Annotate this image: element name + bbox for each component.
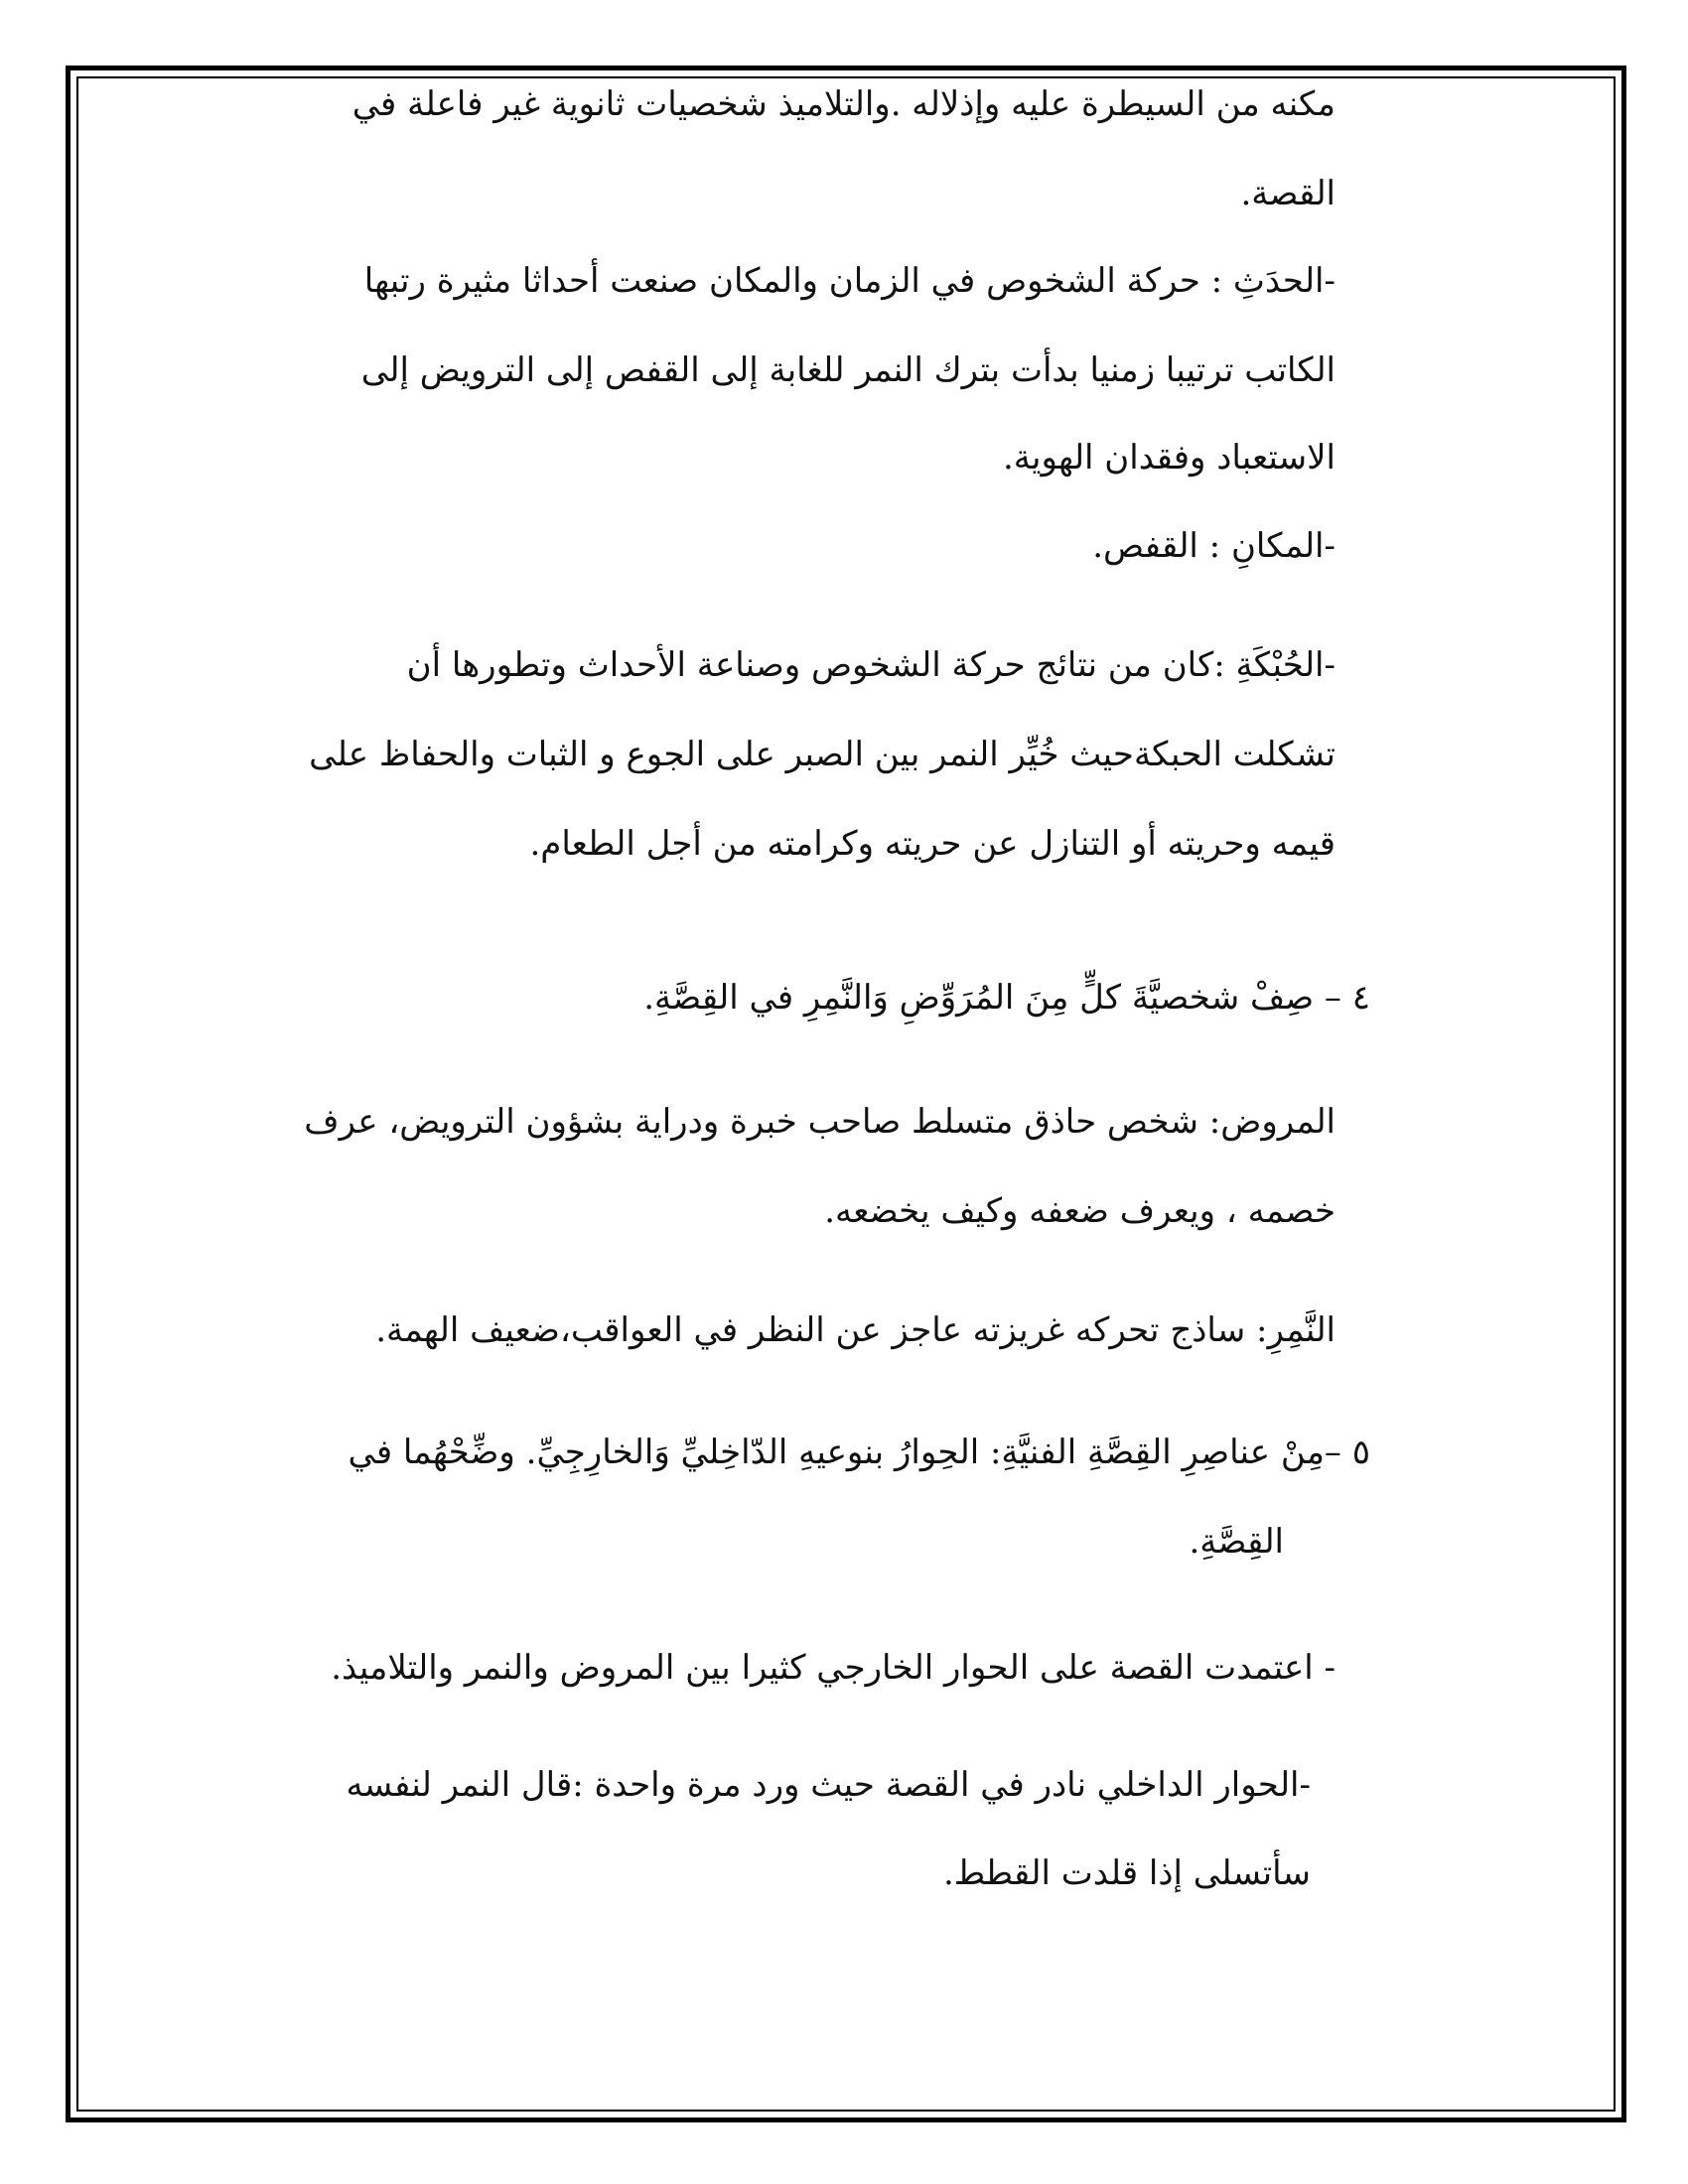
text-line: قيمه وحريته أو التنازل عن حريته وكرامته من أجل الطعام. bbox=[529, 824, 1336, 864]
question-5-continuation: القِصَّةِ. bbox=[1189, 1522, 1284, 1562]
text-line: -الحُبْكَةِ :كان من نتائج حركة الشخوص وصناعة الأحداث وتطورها أن bbox=[406, 645, 1336, 685]
answer-line: المروض: شخص حاذق متسلط صاحب خبرة ودراية بشؤون الترويض، عرف bbox=[304, 1102, 1336, 1142]
text-line: الاستعباد وفقدان الهوية. bbox=[1002, 438, 1336, 478]
text-line: تشكلت الحبكةحيث خُيِّر النمر بين الصبر على الجوع و الثبات والحفاظ على bbox=[309, 735, 1336, 774]
text-line: مكنه من السيطرة عليه وإذلاله .والتلاميذ شخصيات ثانوية غير فاعلة في bbox=[352, 84, 1336, 124]
answer-line: -الحوار الداخلي نادر في القصة حيث ورد مرة واحدة :قال النمر لنفسه bbox=[346, 1765, 1311, 1805]
question-5: ٥ –مِنْ عناصِرِ القِصَّةِ الفنيَّةِ: الحِوارُ بنوعيهِ الدّاخِليِّ وَالخارِجِيِّ. وضِّحْهُما في bbox=[348, 1433, 1370, 1472]
text-line: -الحدَثِ : حركة الشخوص في الزمان والمكان صنعت أحداثا مثيرة رتبها bbox=[363, 261, 1336, 301]
text-line: القصة. bbox=[1240, 174, 1336, 213]
question-4: ٤ – صِفْ شخصيَّةَ كلٍّ مِنَ المُرَوِّضِ وَالنَّمِرِ في القِصَّةِ. bbox=[643, 978, 1370, 1018]
answer-line: سأتسلى إذا قلدت القطط. bbox=[942, 1853, 1311, 1893]
text-line: -المكانِ : القفص. bbox=[1092, 526, 1336, 566]
answer-line: النَّمِرِ: ساذج تحركه غريزته عاجز عن النظر في العواقب،ضعيف الهمة. bbox=[375, 1310, 1336, 1350]
answer-line: خصمه ، ويعرف ضعفه وكيف يخضعه. bbox=[824, 1191, 1336, 1231]
text-line: الكاتب ترتيبا زمنيا بدأت بترك النمر للغابة إلى القفص إلى الترويض إلى bbox=[360, 350, 1336, 390]
answer-line: - اعتمدت القصة على الحوار الخارجي كثيرا بين المروض والنمر والتلاميذ. bbox=[331, 1648, 1336, 1688]
